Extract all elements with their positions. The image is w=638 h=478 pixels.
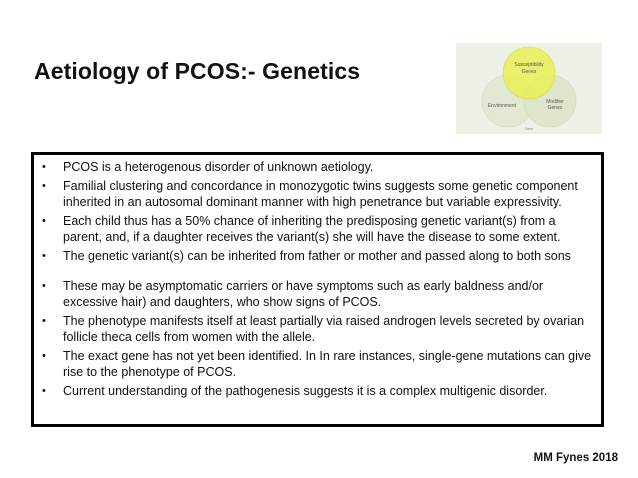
bullet-marker: • xyxy=(42,250,46,262)
venn-diagram-svg xyxy=(456,43,602,134)
venn-diagram-image xyxy=(456,43,602,134)
bullet-text: Current understanding of the pathogenesis suggests it is a complex multigenic disorder. xyxy=(63,384,548,398)
venn-label-environment: Environment xyxy=(487,103,517,109)
bullet-item xyxy=(42,313,598,345)
bullet-marker: • xyxy=(42,315,46,327)
bullet-text: PCOS is a heterogenous disorder of unknown aetiology. xyxy=(63,160,374,174)
bullet-item xyxy=(42,348,598,380)
bullet-text: The exact gene has not yet been identified. In In rare instances, single-gene mutations can give rise to the phenotype of PCOS. xyxy=(63,349,592,379)
bullet-content-box xyxy=(31,152,604,427)
venn-label-susceptibility-line1: Susceptibility xyxy=(514,62,544,68)
bullet-list xyxy=(42,159,598,402)
bullet-marker: • xyxy=(42,215,46,227)
bullet-item xyxy=(42,383,598,399)
bullet-text: The genetic variant(s) can be inherited from father or mother and passed along to both sons xyxy=(63,249,571,263)
bullet-item xyxy=(42,278,598,310)
footer-credit: MM Fynes 2018 xyxy=(533,452,618,464)
venn-caption: Gene xyxy=(524,127,534,131)
bullet-text: Each child thus has a 50% chance of inheriting the predisposing genetic variant(s) from a parent, and, if a daughter receives the variant(s) she will have the disease to some extent. xyxy=(63,214,561,244)
bullet-text: The phenotype manifests itself at least partially via raised androgen levels secreted by ovarian follicle theca cells from women with the allele. xyxy=(63,314,585,344)
bullet-marker: • xyxy=(42,350,46,362)
bullet-text: These may be asymptomatic carriers or have symptoms such as early baldness and/or excessive hair) and daughters, who show signs of PCOS. xyxy=(63,279,544,309)
bullet-marker: • xyxy=(42,385,46,397)
venn-label-modifier-line2: Genes xyxy=(547,105,563,111)
bullet-item xyxy=(42,248,598,264)
venn-label-susceptibility-line2: Genes xyxy=(521,69,537,75)
bullet-item xyxy=(42,178,598,210)
bullet-marker: • xyxy=(42,280,46,292)
bullet-marker: • xyxy=(42,161,46,173)
bullet-item xyxy=(42,213,598,245)
bullet-marker: • xyxy=(42,180,46,192)
venn-label-modifier-line1: Modifier xyxy=(546,99,564,105)
bullet-text: Familial clustering and concordance in monozygotic twins suggests some genetic component inherited in an autosomal dominant manner with high penetrance but variable expressivity. xyxy=(63,179,578,209)
bullet-item xyxy=(42,159,598,175)
slide-title: Aetiology of PCOS:- Genetics xyxy=(34,58,361,84)
